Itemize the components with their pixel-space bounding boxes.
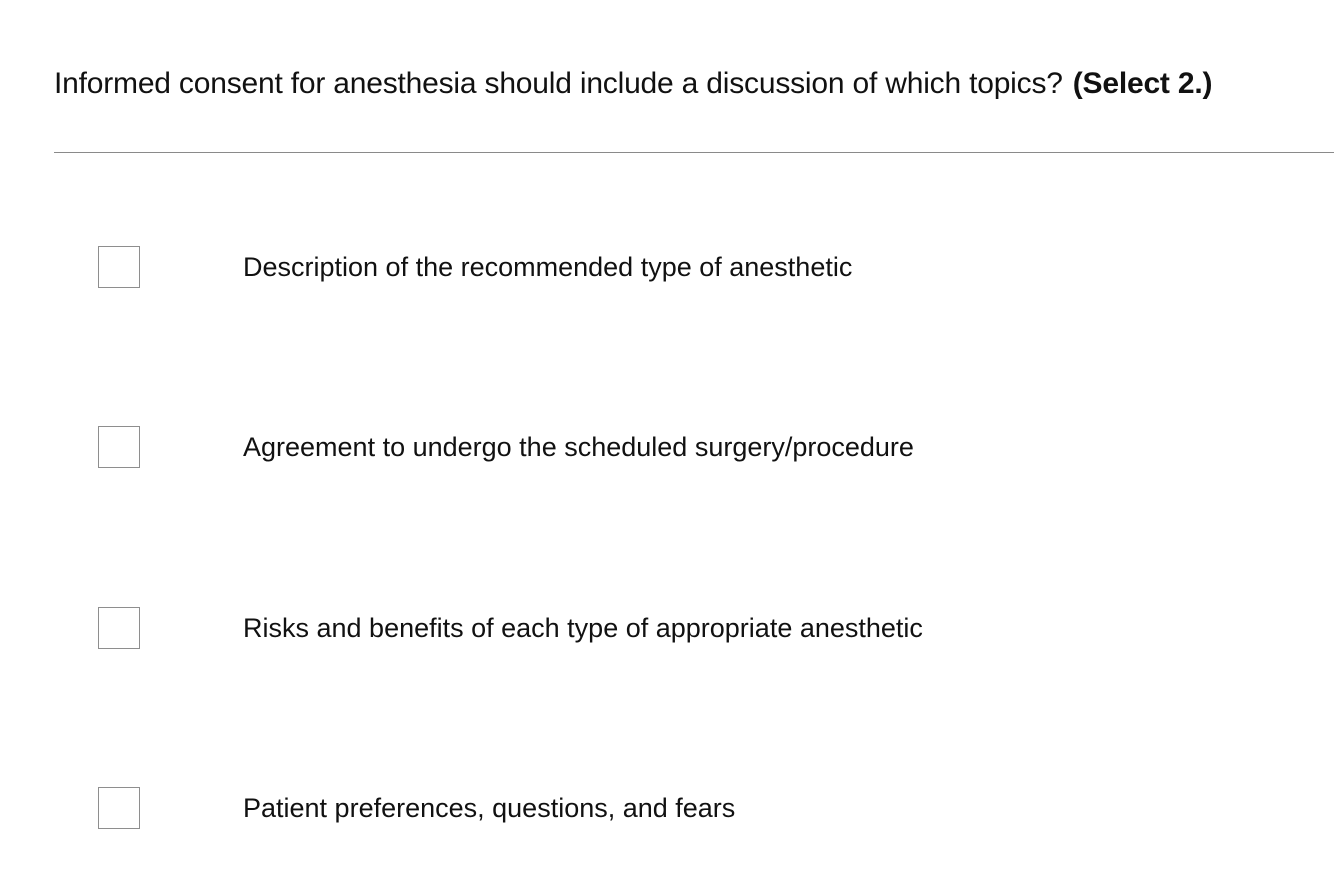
answer-option-2[interactable] [98, 424, 1298, 470]
option-3-checkbox[interactable] [98, 607, 140, 649]
option-2-label: Agreement to undergo the scheduled surgery/procedure [243, 432, 914, 462]
question-stem: Informed consent for anesthesia should include a discussion of which topics? [54, 67, 1063, 100]
answer-option-1[interactable] [98, 244, 1298, 290]
option-4-label: Patient preferences, questions, and fears [243, 793, 736, 823]
answer-option-4[interactable] [98, 785, 1298, 831]
option-4-checkbox[interactable] [98, 787, 140, 829]
answer-option-3[interactable] [98, 605, 1298, 651]
option-1-label: Description of the recommended type of anesthetic [243, 252, 853, 282]
option-2-checkbox[interactable] [98, 426, 140, 468]
option-1-checkbox[interactable] [98, 246, 140, 288]
option-3-label: Risks and benefits of each type of appropriate anesthetic [243, 613, 923, 643]
select-count-instruction: (Select 2.) [1072, 67, 1213, 100]
